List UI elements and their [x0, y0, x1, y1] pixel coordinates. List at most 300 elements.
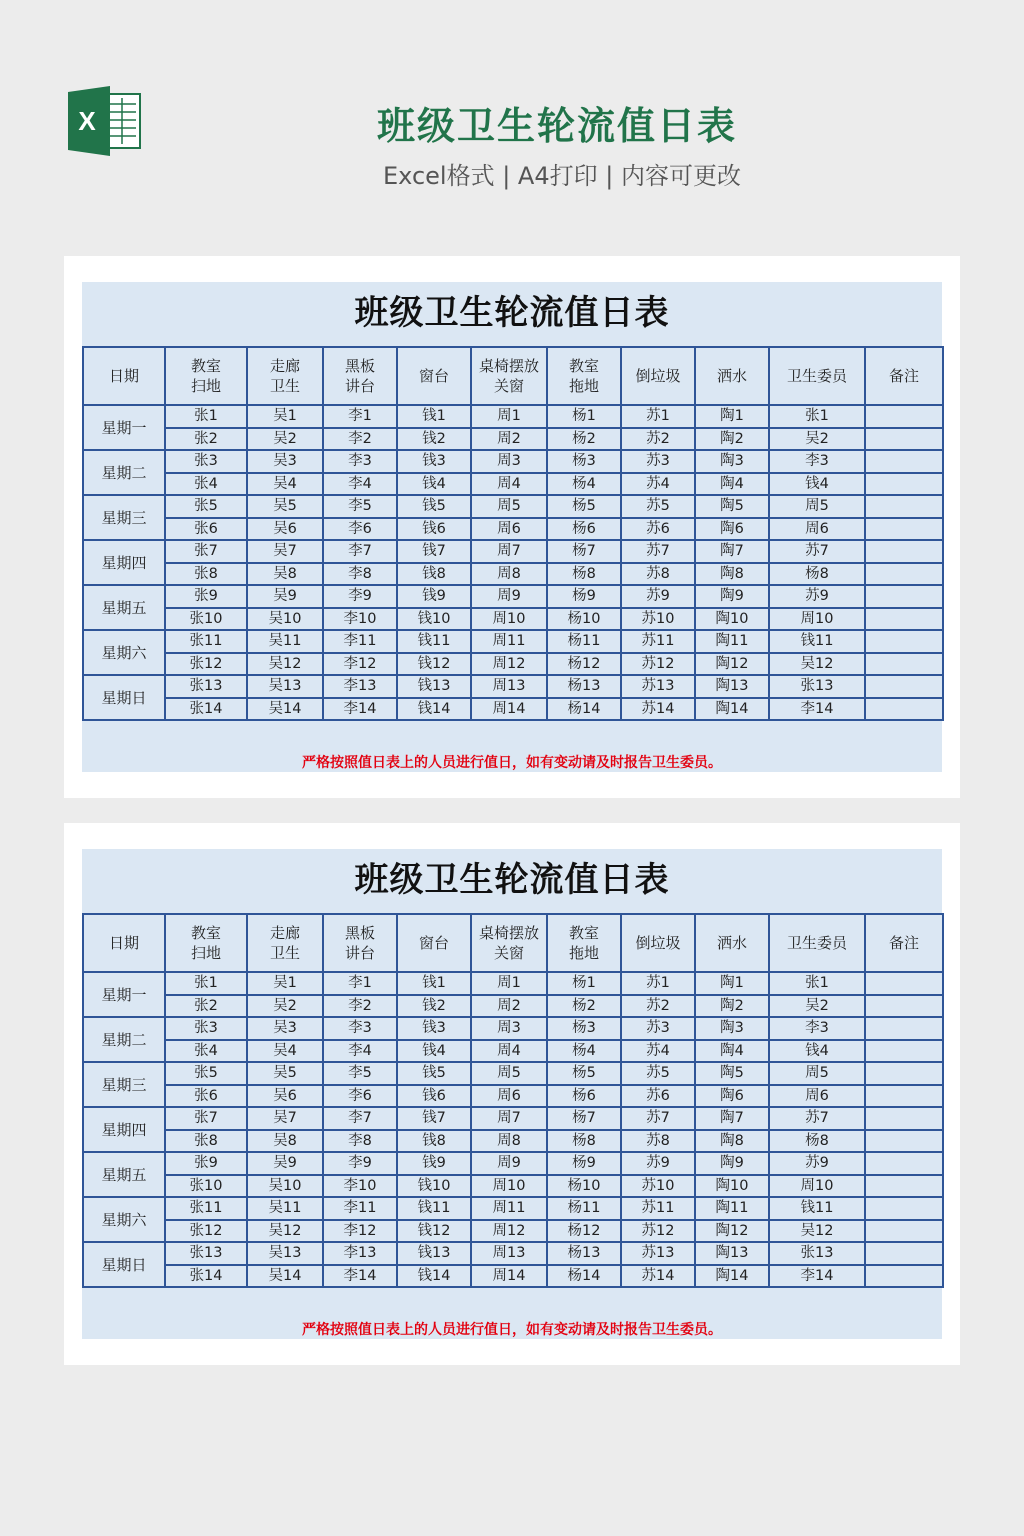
duty-cell[interactable]: 周7: [471, 1107, 547, 1130]
duty-cell[interactable]: 李14: [323, 1265, 397, 1288]
duty-cell[interactable]: 周10: [769, 1175, 865, 1198]
duty-cell[interactable]: 张8: [165, 1130, 247, 1153]
duty-cell[interactable]: 杨10: [547, 608, 621, 631]
remark-cell[interactable]: [865, 1152, 943, 1175]
duty-cell[interactable]: 杨13: [547, 1242, 621, 1265]
duty-cell[interactable]: 吴11: [247, 1197, 323, 1220]
duty-cell[interactable]: 李4: [323, 1040, 397, 1063]
duty-cell[interactable]: 李1: [323, 972, 397, 995]
duty-cell[interactable]: 钱4: [769, 1040, 865, 1063]
duty-cell[interactable]: 苏6: [621, 518, 695, 541]
duty-cell[interactable]: 李8: [323, 1130, 397, 1153]
duty-cell[interactable]: 陶4: [695, 1040, 769, 1063]
duty-cell[interactable]: 李2: [323, 428, 397, 451]
duty-cell[interactable]: 张13: [769, 675, 865, 698]
duty-cell[interactable]: 钱2: [397, 995, 471, 1018]
table-row: [83, 1197, 943, 1220]
duty-cell[interactable]: 吴7: [247, 540, 323, 563]
duty-cell[interactable]: 李14: [323, 698, 397, 721]
duty-cell[interactable]: 周3: [471, 1017, 547, 1040]
duty-cell[interactable]: 杨2: [547, 428, 621, 451]
duty-cell[interactable]: 陶12: [695, 1220, 769, 1243]
remark-cell[interactable]: [865, 1242, 943, 1265]
duty-cell[interactable]: 李3: [769, 1017, 865, 1040]
remark-cell[interactable]: [865, 1062, 943, 1085]
remark-cell[interactable]: [865, 630, 943, 653]
duty-cell[interactable]: 陶1: [695, 972, 769, 995]
duty-cell[interactable]: 李6: [323, 1085, 397, 1108]
duty-cell[interactable]: 李9: [323, 585, 397, 608]
duty-cell[interactable]: 周6: [769, 518, 865, 541]
duty-cell[interactable]: 杨6: [547, 518, 621, 541]
duty-cell[interactable]: 陶6: [695, 1085, 769, 1108]
duty-cell[interactable]: 吴9: [247, 585, 323, 608]
duty-cell[interactable]: 陶10: [695, 1175, 769, 1198]
duty-cell[interactable]: 张10: [165, 1175, 247, 1198]
duty-cell[interactable]: 杨13: [547, 675, 621, 698]
duty-cell[interactable]: 钱9: [397, 585, 471, 608]
column-header: 教室 拖地: [547, 914, 621, 972]
duty-cell[interactable]: 陶9: [695, 585, 769, 608]
duty-cell[interactable]: 苏11: [621, 630, 695, 653]
remark-cell[interactable]: [865, 450, 943, 473]
table-row: [83, 450, 943, 473]
duty-cell[interactable]: 吴2: [769, 428, 865, 451]
duty-cell[interactable]: 杨4: [547, 1040, 621, 1063]
duty-cell[interactable]: 陶5: [695, 1062, 769, 1085]
duty-cell[interactable]: 张6: [165, 518, 247, 541]
remark-cell[interactable]: [865, 675, 943, 698]
duty-cell[interactable]: 李5: [323, 495, 397, 518]
remark-cell[interactable]: [865, 1220, 943, 1243]
duty-cell[interactable]: 钱11: [769, 630, 865, 653]
duty-cell[interactable]: 张2: [165, 428, 247, 451]
duty-cell[interactable]: 陶8: [695, 1130, 769, 1153]
duty-cell[interactable]: 苏8: [621, 563, 695, 586]
table-row: [83, 1175, 943, 1198]
duty-cell[interactable]: 张8: [165, 563, 247, 586]
duty-cell[interactable]: 李10: [323, 608, 397, 631]
duty-cell[interactable]: 苏14: [621, 1265, 695, 1288]
duty-cell[interactable]: 李1: [323, 405, 397, 428]
duty-cell[interactable]: 钱6: [397, 518, 471, 541]
duty-cell[interactable]: 吴8: [247, 1130, 323, 1153]
duty-cell[interactable]: 周11: [471, 630, 547, 653]
duty-cell[interactable]: 杨9: [547, 585, 621, 608]
duty-cell[interactable]: 杨10: [547, 1175, 621, 1198]
duty-cell[interactable]: 陶7: [695, 540, 769, 563]
duty-cell[interactable]: 周3: [471, 450, 547, 473]
duty-cell[interactable]: 吴12: [769, 653, 865, 676]
duty-cell[interactable]: 张14: [165, 1265, 247, 1288]
remark-cell[interactable]: [865, 608, 943, 631]
remark-cell[interactable]: [865, 540, 943, 563]
duty-cell[interactable]: 钱12: [397, 653, 471, 676]
duty-cell[interactable]: 张14: [165, 698, 247, 721]
duty-cell[interactable]: 杨8: [547, 1130, 621, 1153]
duty-cell[interactable]: 张13: [769, 1242, 865, 1265]
remark-cell[interactable]: [865, 1085, 943, 1108]
duty-cell[interactable]: 周11: [471, 1197, 547, 1220]
duty-cell[interactable]: 吴4: [247, 473, 323, 496]
page-title: 班级卫生轮流值日表: [376, 104, 737, 148]
duty-cell[interactable]: 周6: [769, 1085, 865, 1108]
duty-cell[interactable]: 周14: [471, 1265, 547, 1288]
duty-cell[interactable]: 李6: [323, 518, 397, 541]
duty-cell[interactable]: 钱11: [769, 1197, 865, 1220]
duty-cell[interactable]: 张10: [165, 608, 247, 631]
duty-cell[interactable]: 苏6: [621, 1085, 695, 1108]
duty-cell[interactable]: 苏9: [621, 1152, 695, 1175]
remark-cell[interactable]: [865, 518, 943, 541]
duty-cell[interactable]: 杨14: [547, 1265, 621, 1288]
duty-cell[interactable]: 吴13: [247, 1242, 323, 1265]
duty-cell[interactable]: 苏12: [621, 653, 695, 676]
duty-cell[interactable]: 陶3: [695, 450, 769, 473]
duty-cell[interactable]: 周9: [471, 585, 547, 608]
duty-cell[interactable]: 吴14: [247, 1265, 323, 1288]
duty-cell[interactable]: 李7: [323, 1107, 397, 1130]
duty-cell[interactable]: 张12: [165, 1220, 247, 1243]
duty-cell[interactable]: 钱4: [397, 473, 471, 496]
duty-cell[interactable]: 李14: [769, 1265, 865, 1288]
duty-cell[interactable]: 苏4: [621, 1040, 695, 1063]
duty-cell[interactable]: 钱13: [397, 675, 471, 698]
remark-cell[interactable]: [865, 1197, 943, 1220]
duty-cell[interactable]: 陶8: [695, 563, 769, 586]
remark-cell[interactable]: [865, 995, 943, 1018]
duty-cell[interactable]: 吴3: [247, 450, 323, 473]
duty-cell[interactable]: 周12: [471, 653, 547, 676]
duty-cell[interactable]: 苏7: [769, 540, 865, 563]
day-cell: 星期日: [83, 675, 165, 720]
duty-cell[interactable]: 杨8: [769, 1130, 865, 1153]
duty-cell[interactable]: 张7: [165, 1107, 247, 1130]
duty-cell[interactable]: 张1: [165, 405, 247, 428]
duty-cell[interactable]: 吴12: [247, 1220, 323, 1243]
duty-cell[interactable]: 苏1: [621, 405, 695, 428]
duty-cell[interactable]: 李3: [323, 450, 397, 473]
remark-cell[interactable]: [865, 495, 943, 518]
duty-cell[interactable]: 周12: [471, 1220, 547, 1243]
duty-cell[interactable]: 吴8: [247, 563, 323, 586]
duty-cell[interactable]: 周10: [769, 608, 865, 631]
duty-cell[interactable]: 张5: [165, 495, 247, 518]
duty-cell[interactable]: 周8: [471, 1130, 547, 1153]
duty-cell[interactable]: 周5: [769, 495, 865, 518]
duty-cell[interactable]: 苏14: [621, 698, 695, 721]
duty-cell[interactable]: 张11: [165, 630, 247, 653]
duty-cell[interactable]: 张3: [165, 450, 247, 473]
duty-cell[interactable]: 杨4: [547, 473, 621, 496]
duty-cell[interactable]: 吴1: [247, 972, 323, 995]
duty-cell[interactable]: 周13: [471, 675, 547, 698]
remark-cell[interactable]: [865, 1130, 943, 1153]
duty-cell[interactable]: 张13: [165, 1242, 247, 1265]
duty-cell[interactable]: 钱3: [397, 1017, 471, 1040]
duty-cell[interactable]: 张4: [165, 473, 247, 496]
duty-cell[interactable]: 苏11: [621, 1197, 695, 1220]
duty-cell[interactable]: 杨12: [547, 653, 621, 676]
duty-cell[interactable]: 杨11: [547, 1197, 621, 1220]
duty-cell[interactable]: 李10: [323, 1175, 397, 1198]
duty-cell[interactable]: 张9: [165, 1152, 247, 1175]
duty-cell[interactable]: 钱3: [397, 450, 471, 473]
duty-cell[interactable]: 杨6: [547, 1085, 621, 1108]
duty-cell[interactable]: 钱4: [397, 1040, 471, 1063]
duty-cell[interactable]: 周7: [471, 540, 547, 563]
duty-cell[interactable]: 李12: [323, 653, 397, 676]
duty-cell[interactable]: 李8: [323, 563, 397, 586]
duty-cell[interactable]: 钱14: [397, 698, 471, 721]
duty-cell[interactable]: 吴6: [247, 518, 323, 541]
duty-cell[interactable]: 陶12: [695, 653, 769, 676]
duty-cell[interactable]: 苏13: [621, 1242, 695, 1265]
remark-cell[interactable]: [865, 653, 943, 676]
column-header: 教室 拖地: [547, 347, 621, 405]
duty-cell[interactable]: 苏12: [621, 1220, 695, 1243]
duty-cell[interactable]: 苏7: [621, 1107, 695, 1130]
duty-cell[interactable]: 苏4: [621, 473, 695, 496]
duty-cell[interactable]: 苏1: [621, 972, 695, 995]
duty-cell[interactable]: 杨2: [547, 995, 621, 1018]
duty-cell[interactable]: 苏10: [621, 608, 695, 631]
duty-cell[interactable]: 杨9: [547, 1152, 621, 1175]
duty-cell[interactable]: 李9: [323, 1152, 397, 1175]
duty-cell[interactable]: 杨12: [547, 1220, 621, 1243]
remark-cell[interactable]: [865, 585, 943, 608]
duty-cell[interactable]: 陶2: [695, 995, 769, 1018]
duty-cell[interactable]: 周4: [471, 1040, 547, 1063]
duty-cell[interactable]: 杨3: [547, 450, 621, 473]
duty-cell[interactable]: 张13: [165, 675, 247, 698]
duty-cell[interactable]: 李7: [323, 540, 397, 563]
table-row: [83, 698, 943, 721]
remark-cell[interactable]: [865, 1040, 943, 1063]
remark-cell[interactable]: [865, 698, 943, 721]
duty-cell[interactable]: 吴11: [247, 630, 323, 653]
duty-cell[interactable]: 苏13: [621, 675, 695, 698]
remark-cell[interactable]: [865, 1175, 943, 1198]
duty-cell[interactable]: 苏3: [621, 1017, 695, 1040]
duty-cell[interactable]: 苏9: [769, 585, 865, 608]
duty-cell[interactable]: 杨14: [547, 698, 621, 721]
duty-cell[interactable]: 陶6: [695, 518, 769, 541]
duty-cell[interactable]: 吴10: [247, 608, 323, 631]
duty-cell[interactable]: 李14: [769, 698, 865, 721]
duty-cell[interactable]: 钱4: [769, 473, 865, 496]
duty-cell[interactable]: 周9: [471, 1152, 547, 1175]
duty-cell[interactable]: 陶11: [695, 630, 769, 653]
duty-cell[interactable]: 周5: [471, 495, 547, 518]
duty-cell[interactable]: 吴14: [247, 698, 323, 721]
duty-cell[interactable]: 苏5: [621, 1062, 695, 1085]
day-cell: 星期日: [83, 1242, 165, 1287]
duty-cell[interactable]: 钱7: [397, 540, 471, 563]
duty-cell[interactable]: 吴9: [247, 1152, 323, 1175]
duty-cell[interactable]: 吴2: [769, 995, 865, 1018]
duty-cell[interactable]: 陶13: [695, 675, 769, 698]
duty-cell[interactable]: 周1: [471, 972, 547, 995]
duty-cell[interactable]: 钱9: [397, 1152, 471, 1175]
duty-cell[interactable]: 李4: [323, 473, 397, 496]
remark-cell[interactable]: [865, 1017, 943, 1040]
duty-cell[interactable]: 杨7: [547, 1107, 621, 1130]
duty-cell[interactable]: 张3: [165, 1017, 247, 1040]
table-row: [83, 1107, 943, 1130]
duty-cell[interactable]: 杨5: [547, 1062, 621, 1085]
duty-cell[interactable]: 苏2: [621, 428, 695, 451]
duty-cell[interactable]: 钱6: [397, 1085, 471, 1108]
duty-cell[interactable]: 李2: [323, 995, 397, 1018]
duty-cell[interactable]: 陶11: [695, 1197, 769, 1220]
duty-cell[interactable]: 钱1: [397, 405, 471, 428]
duty-cell[interactable]: 钱10: [397, 608, 471, 631]
duty-cell[interactable]: 杨1: [547, 405, 621, 428]
duty-cell[interactable]: 陶14: [695, 1265, 769, 1288]
duty-cell[interactable]: 杨7: [547, 540, 621, 563]
duty-cell[interactable]: 钱14: [397, 1265, 471, 1288]
duty-cell[interactable]: 周14: [471, 698, 547, 721]
duty-cell[interactable]: 吴12: [769, 1220, 865, 1243]
duty-cell[interactable]: 李11: [323, 1197, 397, 1220]
table-row: [83, 630, 943, 653]
duty-cell[interactable]: 吴2: [247, 995, 323, 1018]
remark-cell[interactable]: [865, 563, 943, 586]
duty-cell[interactable]: 张5: [165, 1062, 247, 1085]
duty-cell[interactable]: 钱13: [397, 1242, 471, 1265]
duty-cell[interactable]: 李13: [323, 675, 397, 698]
duty-cell[interactable]: 李11: [323, 630, 397, 653]
remark-cell[interactable]: [865, 1265, 943, 1288]
duty-cell[interactable]: 张2: [165, 995, 247, 1018]
duty-cell[interactable]: 张1: [769, 972, 865, 995]
duty-cell[interactable]: 苏3: [621, 450, 695, 473]
duty-cell[interactable]: 吴2: [247, 428, 323, 451]
duty-cell[interactable]: 张7: [165, 540, 247, 563]
duty-cell[interactable]: 陶1: [695, 405, 769, 428]
column-header: 黑板 讲台: [323, 347, 397, 405]
duty-cell[interactable]: 陶13: [695, 1242, 769, 1265]
duty-cell[interactable]: 杨8: [547, 563, 621, 586]
duty-cell[interactable]: 苏7: [621, 540, 695, 563]
remark-cell[interactable]: [865, 473, 943, 496]
duty-cell[interactable]: 张11: [165, 1197, 247, 1220]
duty-cell[interactable]: 钱7: [397, 1107, 471, 1130]
duty-cell[interactable]: 苏7: [769, 1107, 865, 1130]
duty-cell[interactable]: 陶10: [695, 608, 769, 631]
duty-cell[interactable]: 陶4: [695, 473, 769, 496]
duty-cell[interactable]: 吴12: [247, 653, 323, 676]
duty-cell[interactable]: 周6: [471, 518, 547, 541]
remark-cell[interactable]: [865, 405, 943, 428]
duty-cell[interactable]: 李5: [323, 1062, 397, 1085]
duty-cell[interactable]: 吴1: [247, 405, 323, 428]
duty-cell[interactable]: 苏2: [621, 995, 695, 1018]
duty-cell[interactable]: 钱8: [397, 1130, 471, 1153]
duty-cell[interactable]: 周1: [471, 405, 547, 428]
table-row: [83, 995, 943, 1018]
duty-cell[interactable]: 周13: [471, 1242, 547, 1265]
duty-cell[interactable]: 吴6: [247, 1085, 323, 1108]
column-header: 洒水: [695, 347, 769, 405]
duty-cell[interactable]: 周5: [769, 1062, 865, 1085]
duty-cell[interactable]: 钱2: [397, 428, 471, 451]
duty-cell[interactable]: 苏9: [621, 585, 695, 608]
duty-cell[interactable]: 杨8: [769, 563, 865, 586]
remark-cell[interactable]: [865, 1107, 943, 1130]
duty-cell[interactable]: 张1: [769, 405, 865, 428]
duty-cell[interactable]: 吴7: [247, 1107, 323, 1130]
duty-cell[interactable]: 杨11: [547, 630, 621, 653]
duty-cell[interactable]: 吴5: [247, 1062, 323, 1085]
day-cell: 星期六: [83, 630, 165, 675]
duty-cell[interactable]: 苏8: [621, 1130, 695, 1153]
duty-cell[interactable]: 李12: [323, 1220, 397, 1243]
duty-cell[interactable]: 苏10: [621, 1175, 695, 1198]
duty-cell[interactable]: 周10: [471, 1175, 547, 1198]
duty-cell[interactable]: 钱10: [397, 1175, 471, 1198]
column-header: 窗台: [397, 347, 471, 405]
duty-cell[interactable]: 陶9: [695, 1152, 769, 1175]
duty-cell[interactable]: 张6: [165, 1085, 247, 1108]
duty-cell[interactable]: 周8: [471, 563, 547, 586]
sheet-2: [64, 823, 960, 1365]
duty-cell[interactable]: 张4: [165, 1040, 247, 1063]
duty-cell[interactable]: 吴13: [247, 675, 323, 698]
duty-cell[interactable]: 钱5: [397, 1062, 471, 1085]
duty-cell[interactable]: 杨1: [547, 972, 621, 995]
duty-cell[interactable]: 钱11: [397, 1197, 471, 1220]
duty-cell[interactable]: 李13: [323, 1242, 397, 1265]
duty-cell[interactable]: 周10: [471, 608, 547, 631]
duty-cell[interactable]: 李3: [323, 1017, 397, 1040]
duty-cell[interactable]: 张9: [165, 585, 247, 608]
remark-cell[interactable]: [865, 972, 943, 995]
duty-cell[interactable]: 苏5: [621, 495, 695, 518]
duty-cell[interactable]: 吴3: [247, 1017, 323, 1040]
duty-cell[interactable]: 钱12: [397, 1220, 471, 1243]
remark-cell[interactable]: [865, 428, 943, 451]
duty-cell[interactable]: 吴5: [247, 495, 323, 518]
duty-cell[interactable]: 周2: [471, 995, 547, 1018]
duty-cell[interactable]: 苏9: [769, 1152, 865, 1175]
duty-cell[interactable]: 杨3: [547, 1017, 621, 1040]
duty-cell[interactable]: 钱11: [397, 630, 471, 653]
duty-cell[interactable]: 陶2: [695, 428, 769, 451]
duty-cell[interactable]: 钱5: [397, 495, 471, 518]
duty-cell[interactable]: 陶7: [695, 1107, 769, 1130]
duty-cell[interactable]: 钱8: [397, 563, 471, 586]
duty-cell[interactable]: 杨5: [547, 495, 621, 518]
duty-cell[interactable]: 吴4: [247, 1040, 323, 1063]
duty-cell[interactable]: 张12: [165, 653, 247, 676]
duty-cell[interactable]: 周4: [471, 473, 547, 496]
duty-cell[interactable]: 周2: [471, 428, 547, 451]
duty-cell[interactable]: 陶14: [695, 698, 769, 721]
column-header: 教室 扫地: [165, 347, 247, 405]
duty-cell[interactable]: 钱1: [397, 972, 471, 995]
duty-cell[interactable]: 陶3: [695, 1017, 769, 1040]
duty-cell[interactable]: 李3: [769, 450, 865, 473]
duty-cell[interactable]: 陶5: [695, 495, 769, 518]
duty-cell[interactable]: 周5: [471, 1062, 547, 1085]
column-header: 走廊 卫生: [247, 347, 323, 405]
day-cell: 星期五: [83, 585, 165, 630]
duty-cell[interactable]: 周6: [471, 1085, 547, 1108]
duty-cell[interactable]: 吴10: [247, 1175, 323, 1198]
duty-cell[interactable]: 张1: [165, 972, 247, 995]
